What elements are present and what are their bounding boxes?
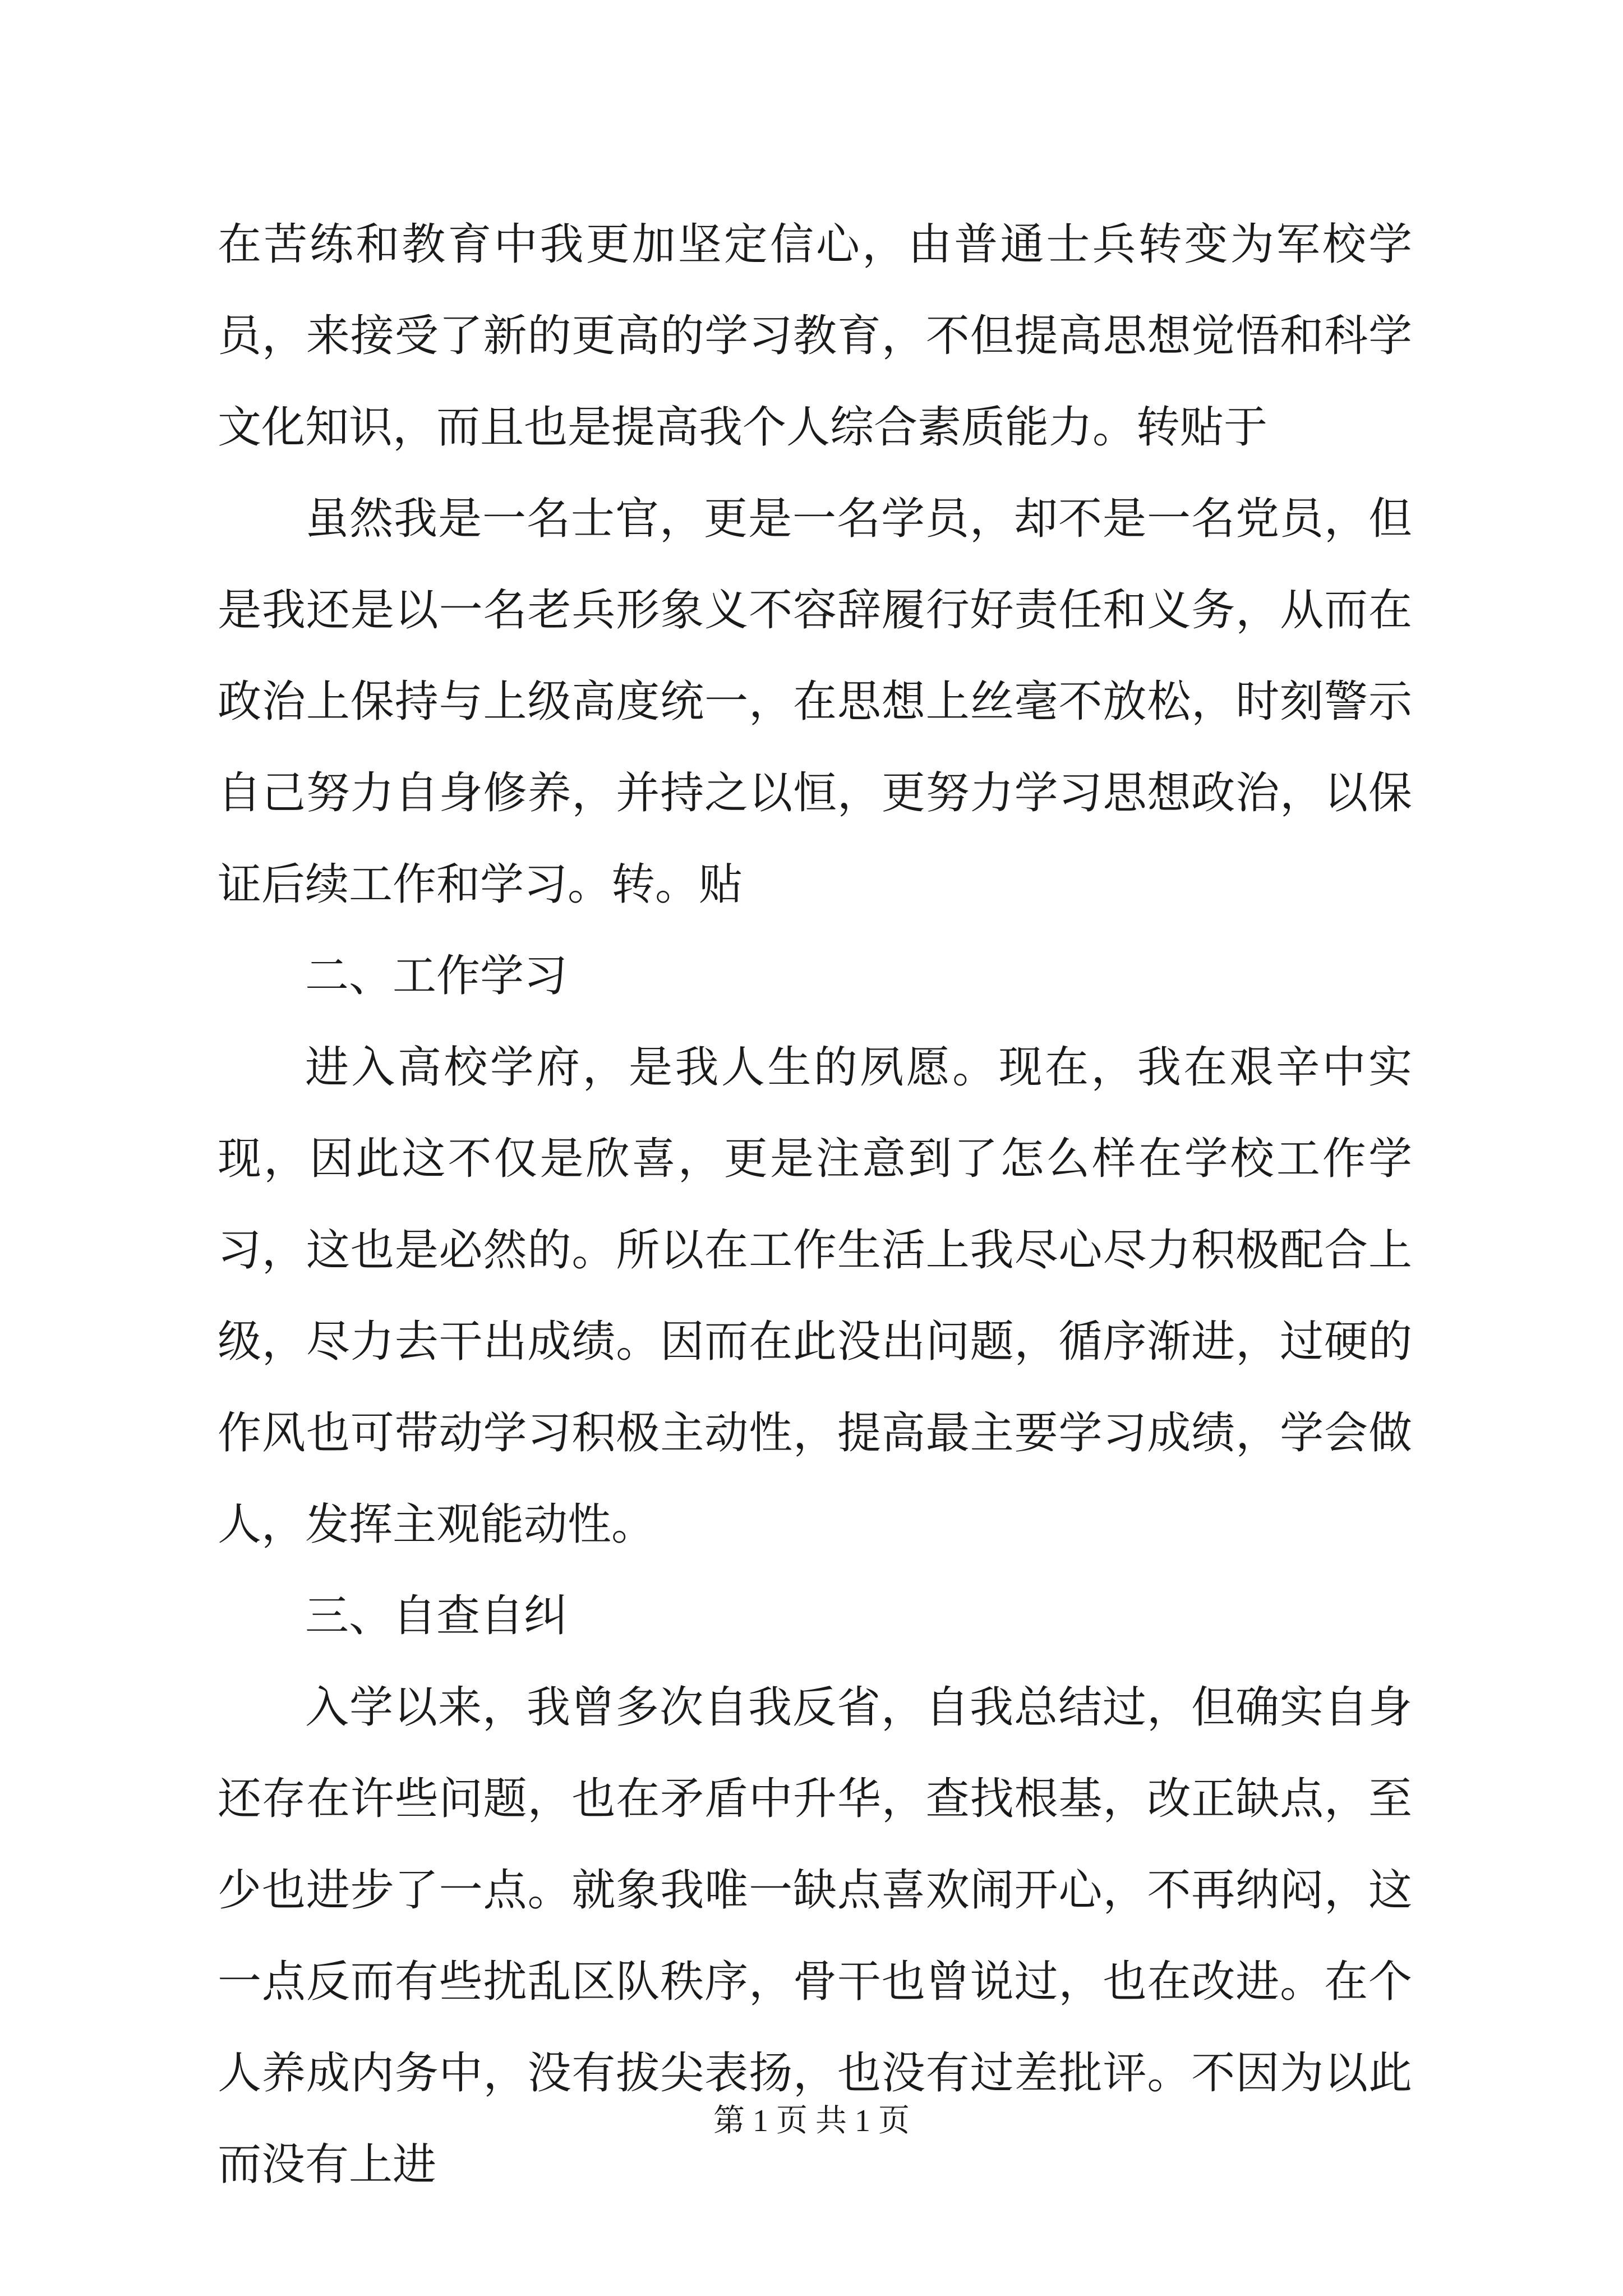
- section-heading-self-check: 三、自查自纠: [305, 1591, 568, 1641]
- page-number-footer: 第 1 页 共 1 页: [713, 2104, 910, 2138]
- paragraph-2: 虽然我是一名士官，更是一名学员，却不是一名党员，但是我还是以一名老兵形象义不容辞履行好责任和义务，从而在政治上保持与上级高度统一，在思想上丝毫不放松，时刻警示自己努力自身修养，并持之以恒，更努力学习思想政治，以保证后续工作和学习。转。贴: [218, 494, 1412, 910]
- paragraph-4: 入学以来，我曾多次自我反省，自我总结过，但确实自身还存在许些问题，也在矛盾中升华，查找根基，改正缺点，至少也进步了一点。就象我唯一缺点喜欢闹开心，不再纳闷，这一点反而有些扰乱区队秩序，骨干也曾说过，也在改进。在个人养成内务中，没有拔尖表扬，也没有过差批评。不因为以此而没有上进: [218, 1682, 1412, 2190]
- paragraph-3: 进入高校学府，是我人生的夙愿。现在，我在艰辛中实现，因此这不仅是欣喜，更是注意到了怎么样在学校工作学习，这也是必然的。所以在工作生活上我尽心尽力积极配合上级，尽力去干出成绩。因而在此没出问题，循序渐进，过硬的作风也可带动学习积极主动性，提高最主要学习成绩，学会做人，发挥主观能动性。: [218, 1042, 1412, 1550]
- paragraph-1: 在苦练和教育中我更加坚定信心，由普通士兵转变为军校学员，来接受了新的更高的学习教育，不但提高思想觉悟和科学文化知识，而且也是提高我个人综合素质能力。转贴于: [218, 219, 1412, 453]
- section-heading-work-study: 二、工作学习: [305, 951, 568, 1001]
- document-body: [218, 199, 1412, 2211]
